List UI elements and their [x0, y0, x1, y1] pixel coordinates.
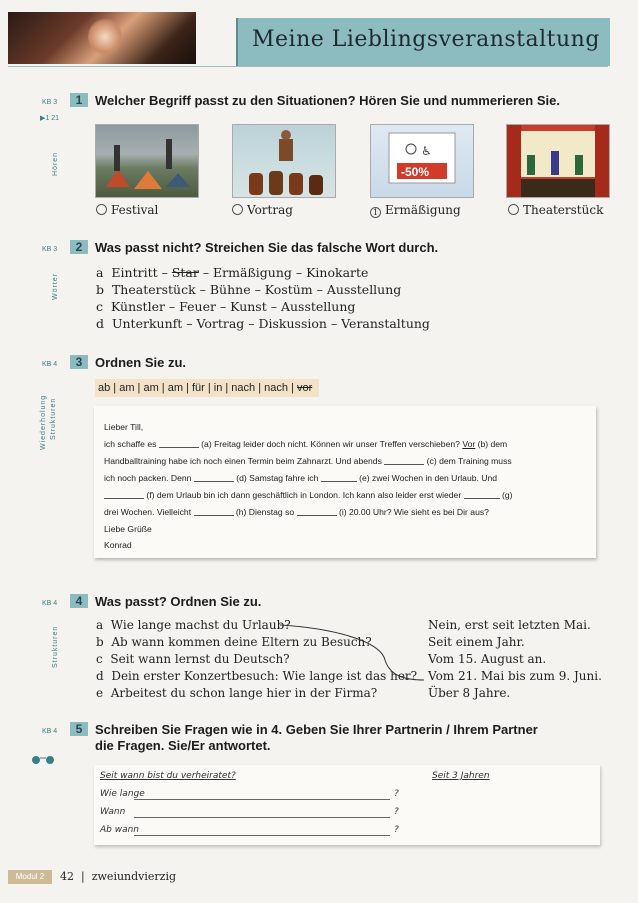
task-instruction: Ordnen Sie zu.	[95, 355, 187, 370]
task-instruction: Schreiben Sie Fragen wie in 4. Geben Sie Ihrer Partnerin / Ihrem Partner	[95, 722, 538, 737]
answer-item[interactable]: Nein, erst seit letzten Mai.	[428, 618, 591, 632]
kb-reference: KB 3	[42, 246, 58, 253]
kb-reference: KB 4	[42, 361, 58, 368]
audio-track[interactable]: ▶1 21	[40, 115, 60, 122]
task-instruction: Was passt? Ordnen Sie zu.	[95, 594, 262, 609]
example-answer: Seit 3 Jahren	[432, 771, 490, 781]
kb-reference: KB 4	[42, 728, 58, 735]
answer-line[interactable]	[134, 835, 390, 836]
prompt-ab-wann: Ab wann	[100, 825, 140, 835]
task-number: 1	[70, 93, 88, 107]
answer-line[interactable]	[134, 817, 390, 818]
task-instruction: Welcher Begriff passt zu den Situationen? Hören Sie und nummerieren Sie.	[95, 93, 560, 108]
option-vortrag[interactable]: Vortrag	[232, 203, 293, 217]
task-number: 5	[70, 722, 88, 736]
answer-item[interactable]: Vom 15. August an.	[428, 652, 547, 666]
question-row: d Dein erster Konzertbesuch: Wie lange ist das her?	[96, 669, 418, 683]
section-side-label: Strukturen	[52, 625, 59, 668]
page-number: 42 | zweiundvierzig	[60, 870, 177, 883]
word-bank: ab | am | am | am | für | in | nach | nach | vor	[95, 379, 319, 397]
letter-card: Lieber Till, ich schaffe es (a) Freitag leider doch nicht. Können wir unser Treffen verschieben? Vor (b) dem Handballtraining habe ich noch einen Termin beim Zahnarzt. Und abends (c) dem Training muss ich noch packen. Denn (d) Samstag fahre ich (e) zwei Wochen in den Urlaub. Und (f) dem Urlaub bin ich dann geschäftlich in London. Ich kann also leider erst wieder (g) drei Wochen. Vielleicht (h) Dienstag so (i) 20.00 Uhr? Wie sieht es bei Dir aus? Liebe Grüße Konrad	[94, 406, 596, 558]
word-row: a Eintritt – Star – Ermäßigung – Kinokarte	[96, 265, 369, 280]
section-side-label: Strukturen	[50, 397, 57, 440]
answer-item[interactable]: Seit einem Jahr.	[428, 635, 525, 649]
question-row: b Ab wann kommen deine Eltern zu Besuch?	[96, 635, 372, 649]
word-row: c Künstler – Feuer – Kunst – Ausstellung	[96, 299, 356, 314]
question-row: a Wie lange machst du Urlaub?	[96, 618, 291, 632]
option-theaterstueck[interactable]: Theaterstück	[508, 203, 603, 217]
kb-reference: KB 4	[42, 600, 58, 607]
prompt-wann: Wann	[100, 807, 126, 817]
page-title: Meine Lieblingsveranstaltung	[252, 27, 600, 52]
task-number: 4	[70, 594, 88, 608]
partner-speaking-icon	[30, 752, 56, 766]
task-number: 2	[70, 240, 88, 254]
word-row: b Theaterstück – Bühne – Kostüm – Ausstellung	[96, 282, 402, 297]
prompt-wie-lange: Wie lange	[100, 789, 145, 799]
discount-badge: -50%	[401, 165, 430, 179]
option-ermaessigung[interactable]: 1 Ermäßigung	[370, 203, 461, 218]
section-side-label: Hören	[52, 151, 59, 176]
word-row: d Unterkunft – Vortrag – Diskussion – Veranstaltung	[96, 316, 430, 331]
answer-line[interactable]	[134, 799, 390, 800]
struck-word[interactable]: Star	[171, 265, 199, 280]
task-number: 3	[70, 355, 88, 369]
section-side-label: Wiederholung	[40, 394, 47, 450]
answer-item[interactable]: Über 8 Jahre.	[428, 686, 511, 700]
option-festival[interactable]: Festival	[96, 203, 158, 217]
struck-word: vor	[296, 382, 313, 394]
radio-circle-icon[interactable]: 1	[370, 207, 381, 218]
task-instruction: die Fragen. Sie/Er antwortet.	[95, 738, 271, 753]
task-instruction: Was passt nicht? Streichen Sie das falsche Wort durch.	[95, 240, 439, 255]
writing-box: Seit wann bist du verheiratet? Seit 3 Jahren Wie lange ? Wann ? Ab wann ?	[94, 765, 600, 845]
question-row: c Seit wann lernst du Deutsch?	[96, 652, 290, 666]
example-question: Seit wann bist du verheiratet?	[100, 771, 236, 781]
section-side-label: Wörter	[52, 273, 59, 300]
kb-reference: KB 3	[42, 99, 58, 106]
question-row: e Arbeitest du schon lange hier in der Firma?	[96, 686, 378, 700]
svg-text:♿: ♿	[421, 144, 432, 158]
answer-item[interactable]: Vom 21. Mai bis zum 9. Juni.	[428, 669, 602, 683]
module-tag: Modul 2	[8, 870, 52, 884]
